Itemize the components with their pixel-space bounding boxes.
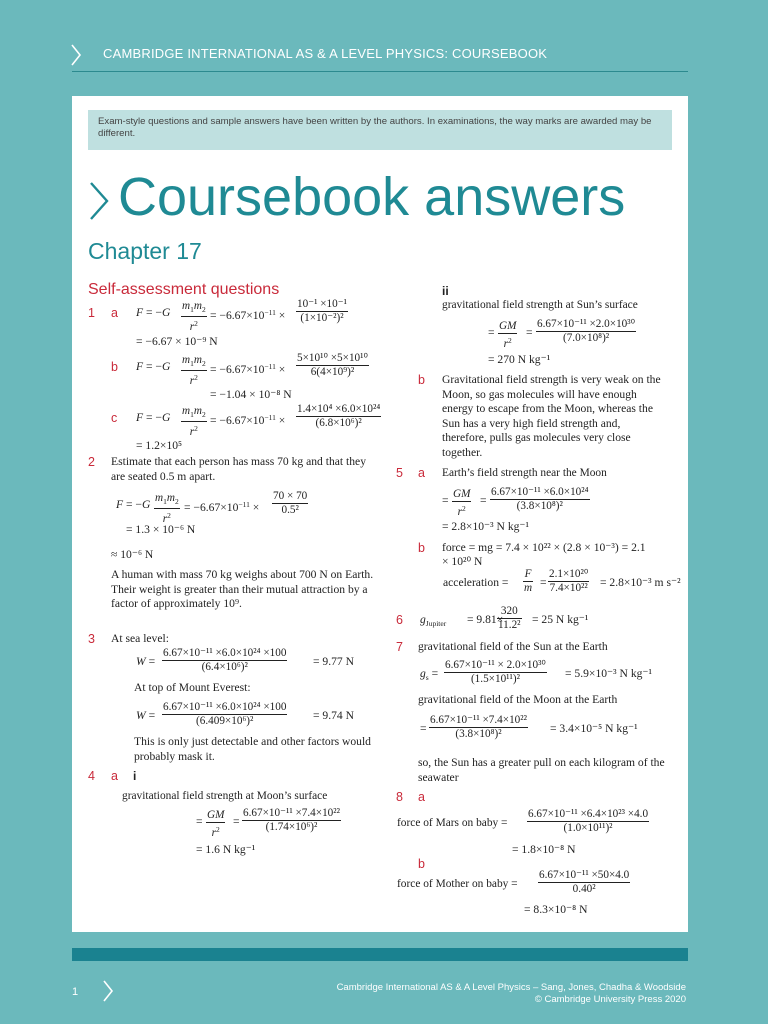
fraction [538,869,630,896]
numerator: 6.67×10⁻¹¹ ×2.0×10³⁰ [537,318,636,330]
part-label: a [111,306,118,320]
result: = 3.4×10⁻⁵ N kg⁻¹ [550,722,638,735]
formula-text: = $-6.67\times 10^{-11}$ × [210,362,286,376]
numerator: 6.67×10⁻¹¹ ×6.0×10²⁴ [491,486,589,498]
part-label: b [111,360,118,374]
answer-text: gravitational field of the Sun at the Earth [418,640,608,653]
formula-text: F = −G [116,498,151,511]
header-divider [72,71,688,72]
question-number: 4 [88,769,95,783]
formula-text: = [233,815,240,828]
fraction [429,714,528,741]
fraction [162,701,287,728]
result: = −6.67 × 10⁻⁹ N [136,335,218,348]
answer-text: gravitational field strength at Moon’s surface [122,790,328,802]
formula-text: W = [136,655,156,668]
notice-box [88,110,672,150]
numerator: 6.67×10⁻¹¹ ×50×4.0 [539,869,630,881]
footer-credit [337,982,686,1006]
part-label: b [418,541,425,555]
book-title: CAMBRIDGE INTERNATIONAL AS & A LEVEL PHYSICS: COURSEBOOK [103,46,548,61]
numerator: 6.67×10⁻¹¹ ×7.4×10²² [243,807,340,819]
answer-text: Earth’s field strength near the Moon [442,467,607,479]
part-label: a [111,769,118,783]
result: = 9.74 N [313,709,354,722]
page-number: 1 [72,986,79,998]
numerator: 5×10¹⁰ ×5×10¹⁰ [297,352,368,364]
formula-text: F = −G [136,360,171,373]
numerator: 6.67×10⁻¹¹ ×6.0×10²⁴ ×100 [163,647,287,659]
answer-text: × 10²⁰ N [442,555,483,568]
numerator: 6.67×10⁻¹¹ ×7.4×10²² [430,714,527,726]
denominator: (3.8×10⁸)² [516,500,563,512]
formula-text: = [526,326,533,339]
question-number: 3 [88,632,95,646]
numerator: 6.67×10⁻¹¹ ×6.4×10²³ ×4.0 [528,808,649,820]
chevron-right-icon [88,181,110,221]
result: = 5.9×10⁻³ N kg⁻¹ [565,667,653,680]
formula-text: = $-6.67\times 10^{-11}$ × [210,413,286,427]
result: ≈ 10⁻⁶ N [111,548,154,561]
formula-text: = [196,815,203,828]
numerator: 2.1×10²⁰ [549,568,589,580]
fraction: $m_1m_2$ $r^2$ [182,354,206,387]
formula-text: = [540,576,547,589]
fraction [548,568,589,595]
section-heading: Self-assessment questions [88,281,280,298]
denominator: 0.5² [281,504,299,516]
formula-text: = 9.81× [467,613,504,626]
result: = 2.8×10⁻³ N kg⁻¹ [442,520,530,533]
chevron-right-icon [70,44,82,66]
denominator: (1.74×10⁶)² [265,821,318,833]
fraction [536,318,636,345]
denominator: (1.5×10¹¹)² [470,673,520,685]
result: = 270 N kg⁻¹ [488,353,551,366]
fraction: GM $r^2$ [453,488,471,518]
denominator: (6.409×10⁶)² [196,715,254,727]
fraction [444,659,547,686]
answer-text: Gravitational field strength is very weak on the Moon, so gas molecules will have enough energy to escape from the Moon, whereas the Sun has a very high field strength and, therefore, pulls gas molecules very close together. [442,373,661,459]
fraction: GM $r^2$ [499,320,517,350]
part-label: b [418,857,425,871]
numerator: 6.67×10⁻¹¹ ×6.0×10²⁴ ×100 [163,701,287,713]
fraction [242,807,341,834]
question-number: 6 [396,613,403,627]
notice-text: Exam-style questions and sample answers have been written by the authors. In examinations, the way marks are awarded may be different. [98,116,652,139]
sub-part-label: i [133,769,137,783]
denominator: (6.8×10⁶)² [315,417,362,429]
result: = 1.8×10⁻⁸ N [512,843,576,856]
formula-text: acceleration = [443,576,509,589]
formula-text: $g_s$ = [420,667,439,682]
fraction: GM $r^2$ [207,809,225,839]
formula-text: = $-6.67\times 10^{-11}$ × [210,308,286,322]
footer-bar [72,948,688,961]
fraction: $m_1m_2$ $r^2$ [155,492,179,525]
denominator: (3.8×10⁸)² [455,728,502,740]
formula-text: force of Mother on baby = [397,878,518,890]
page-title-text: Coursebook answers [118,167,626,227]
denominator: (7.0×10⁸)² [562,332,610,344]
fraction [162,647,287,674]
formula-text: = [488,326,495,339]
numerator: 70 × 70 [273,490,308,502]
result: = 1.6 N kg⁻¹ [196,843,256,856]
sub-part-label: ii [442,284,449,298]
formula-text: F = −G [136,411,171,424]
answer-text: Estimate that each person has mass 70 kg and that they are seated 0.5 m apart. [111,455,366,483]
formula-text: F = −G [136,306,171,319]
fraction [296,352,369,379]
question-number: 7 [396,640,403,654]
result: = 25 N kg⁻¹ [532,613,589,626]
page-title [88,165,625,229]
chevron-right-icon[interactable] [102,980,114,1002]
result: = −1.04 × 10⁻⁸ N [210,388,292,401]
formula-text: = [420,722,427,735]
numerator: 320 [497,605,522,619]
numerator: 1.4×10⁴ ×6.0×10²⁴ [297,403,381,415]
formula-text: = [480,494,487,507]
footer-authors: Cambridge International AS & A Level Physics – Sang, Jones, Chadha & Woodside [336,982,686,993]
part-label: a [418,466,425,480]
formula-text: $g_{Jupiter}$ [420,613,447,628]
answer-text: gravitational field strength at Sun’s surface [442,299,638,311]
denominator: 0.40² [572,883,596,895]
numerator: 6.67×10⁻¹¹ × 2.0×10³⁰ [445,659,546,671]
result: = 1.3 × 10⁻⁶ N [126,523,196,536]
denominator: 11.2² [498,619,521,631]
answer-text: force = mg = 7.4 × 10²² × (2.8 × 10⁻³) = 2.1 [442,541,646,554]
denominator: (1×10⁻²)² [300,312,344,324]
question-number: 8 [396,790,403,804]
footer-copyright: © Cambridge University Press 2020 [534,994,686,1005]
result: = 9.77 N [313,655,354,668]
fraction [497,605,522,632]
fraction [296,298,348,325]
answer-text: At top of Mount Everest: [134,681,251,694]
answer-text: so, the Sun has a greater pull on each kilogram of the seawater [418,756,665,784]
part-label: a [418,790,425,804]
part-label: b [418,373,425,387]
answer-text: At sea level: [111,632,169,645]
fraction [272,490,308,517]
numerator: 10⁻¹ ×10⁻¹ [297,298,347,310]
result: = 2.8×10⁻³ m s⁻² [600,576,681,589]
denominator: 7.4×10²² [549,582,588,594]
formula-text: = [442,494,449,507]
result: = 8.3×10⁻⁸ N [524,903,588,916]
fraction: F m [524,568,533,594]
answer-text: gravitational field of the Moon at the Earth [418,693,618,706]
denominator: 6(4×10⁹)² [310,366,355,378]
chapter-heading: Chapter 17 [88,238,202,264]
part-label: c [111,411,118,425]
fraction: $m_1m_2$ $r^2$ [182,405,206,438]
result: = 1.2×10⁵ [136,439,183,452]
question-number: 5 [396,466,403,480]
question-number: 1 [88,306,95,320]
fraction: $m_1m_2$ $r^2$ [182,300,206,333]
fraction [527,808,649,835]
fraction [296,403,381,430]
question-number: 2 [88,455,95,469]
denominator: (1.0×10¹¹)² [563,822,613,834]
formula-text: W = [136,709,156,722]
formula-text: force of Mars on baby = [397,817,508,829]
formula-text: = $-6.67\times 10^{-11}$ × [184,500,260,514]
denominator: (6.4×10⁶)² [201,661,248,673]
answer-text: This is only just detectable and other factors would probably mask it. [134,735,371,763]
answer-text: A human with mass 70 kg weighs about 700 N on Earth. Their weight is greater than their mutual attraction by a factor of approximately 10⁹. [111,568,374,610]
fraction [490,486,590,513]
